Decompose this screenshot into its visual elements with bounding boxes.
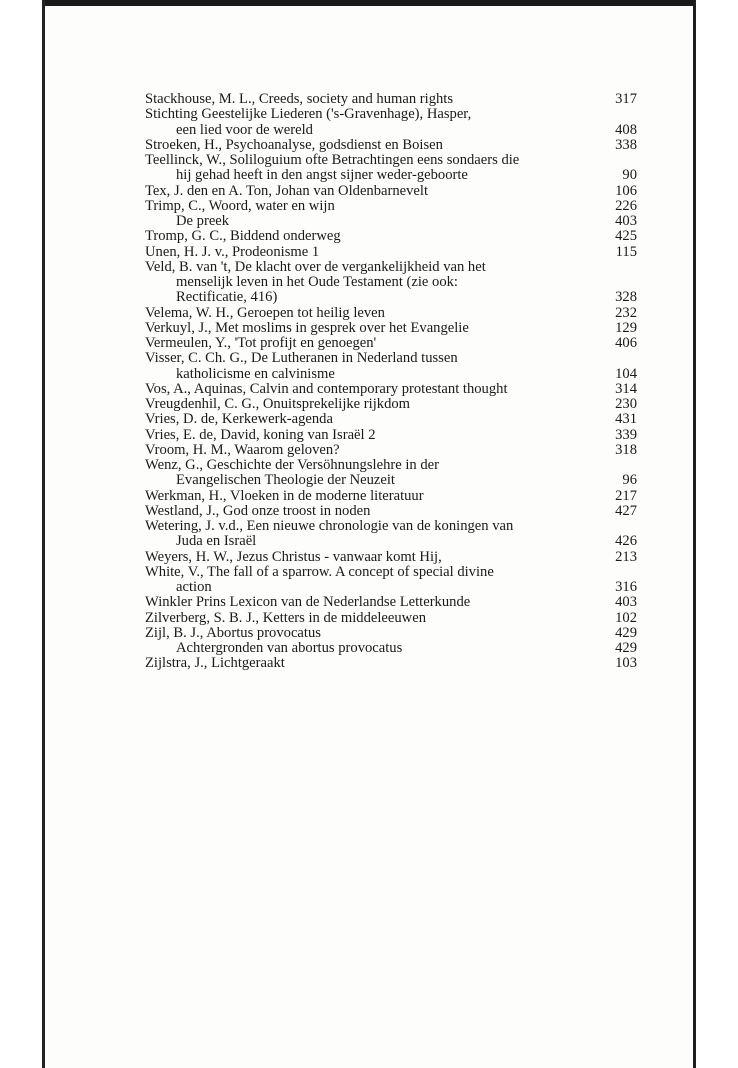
index-entry-line: [145, 458, 637, 473]
index-entry-line: [145, 519, 637, 534]
index-entry-text: Teellinck, W., Soliloguium ofte Betrachtingen eens sondaers die: [145, 152, 520, 168]
index-entry-line: [145, 123, 637, 138]
index-entry-page-number: 429: [615, 624, 637, 641]
index-entry: [145, 412, 637, 427]
index-entry-line: [145, 153, 637, 168]
index-entry: [145, 214, 637, 229]
index-entry-page-number: 339: [615, 426, 637, 443]
index-entry-line: [145, 550, 637, 565]
index-entry-text: Velema, W. H., Geroepen tot heilig leven: [145, 304, 385, 321]
index-entry-line: [145, 367, 637, 382]
index-entry-text: Veld, B. van 't, De klacht over de vergankelijkheid van het: [145, 258, 486, 275]
index-entry: [145, 306, 637, 321]
index-entry-text: Wenz, G., Geschichte der Versöhnungslehre in der: [145, 457, 439, 473]
index-entry-text: menselijk leven in het Oude Testament (zie ook:: [176, 274, 458, 290]
index-entry-line: [145, 504, 637, 519]
index-entry-page-number: 96: [622, 472, 637, 489]
index-entry-page-number: 217: [615, 487, 637, 504]
index-entry-line: [145, 336, 637, 351]
index-entry-text: katholicisme en calvinisme: [176, 365, 335, 382]
index-entry-page-number: 406: [615, 335, 637, 351]
index-entry-text: Werkman, H., Vloeken in de moderne literatuur: [145, 487, 424, 504]
index-entry-page-number: 106: [615, 182, 637, 199]
index-entry-line: [145, 168, 637, 183]
index-entry-page-number: 429: [615, 640, 637, 656]
index-entry-text: Zijlstra, J., Lichtgeraakt: [145, 655, 285, 672]
index-entry-page-number: 102: [615, 609, 637, 626]
index-entry-page-number: 408: [615, 121, 637, 138]
index-entry: [145, 504, 637, 519]
index-entry-line: [145, 611, 637, 626]
index-entry-text: een lied voor de wereld: [176, 121, 313, 138]
index-entry: [145, 184, 637, 199]
index-entry-text: Winkler Prins Lexicon van de Nederlandse Letterkunde: [145, 594, 471, 611]
index-entry: [145, 153, 637, 184]
index-entry-text: Westland, J., God onze troost in noden: [145, 502, 371, 519]
index-entry: [145, 92, 637, 107]
index-entry-page-number: 317: [615, 91, 637, 107]
index-entry-page-number: 426: [615, 533, 637, 550]
index-entry-line: [145, 306, 637, 321]
scan-edge-right: [693, 0, 696, 1068]
index-entry: [145, 428, 637, 443]
index-entry-text: Achtergronden van abortus provocatus: [176, 640, 403, 656]
index-entry-text: Vries, D. de, Kerkewerk-agenda: [145, 411, 333, 428]
index-entry: [145, 229, 637, 244]
index-entry-text: hij gehad heeft in den angst sijner weder-geboorte: [176, 167, 468, 184]
index-entry: [145, 656, 637, 671]
index-entry-page-number: 425: [615, 228, 637, 245]
index-entry-page-number: 431: [615, 411, 637, 428]
index-entry-text: Vroom, H. M., Waarom geloven?: [145, 441, 340, 458]
index-entry-line: [145, 489, 637, 504]
index-entry-page-number: 213: [615, 548, 637, 565]
index-entry: [145, 458, 637, 489]
index-entry-line: [145, 351, 637, 366]
index-entry-text: Stackhouse, M. L., Creeds, society and human rights: [145, 91, 454, 107]
index-entry-line: [145, 92, 637, 107]
index-entry-text: Weyers, H. W., Jezus Christus - vanwaar komt Hij,: [145, 548, 442, 565]
index-entry-text: Zilverberg, S. B. J., Ketters in de middeleeuwen: [145, 609, 427, 626]
index-entry-page-number: 316: [615, 579, 637, 595]
index-entry-text: Stroeken, H., Psychoanalyse, godsdienst en Boisen: [145, 136, 443, 153]
index-entry: [145, 336, 637, 351]
index-entry-line: [145, 443, 637, 458]
index-entry: [145, 626, 637, 641]
index-entry-page-number: 230: [615, 396, 637, 412]
index-entry-text: Vreugdenhil, C. G., Onuitsprekelijke rijkdom: [145, 396, 411, 412]
index-entry-page-number: 314: [615, 380, 637, 397]
index-entry-line: [145, 626, 637, 641]
index-entry-text: Rectificatie, 416): [176, 289, 278, 306]
index-entry-text: Zijl, B. J., Abortus provocatus: [145, 624, 321, 641]
index-entry-line: [145, 641, 637, 656]
index-entry-text: action: [176, 579, 212, 595]
index-entry-text: Unen, H. J. v., Prodeonisme 1: [145, 243, 320, 260]
index-entry-line: [145, 214, 637, 229]
scan-edge-left: [42, 0, 45, 1068]
index-entry: [145, 397, 637, 412]
index-entry-page-number: 318: [615, 441, 637, 458]
index-entry-text: Vermeulen, Y., 'Tot profijt en genoegen': [145, 335, 377, 351]
index-entry: [145, 245, 637, 260]
index-entry-text: Juda en Israël: [176, 533, 257, 550]
index-entry-page-number: 226: [615, 197, 637, 214]
index-entry-line: [145, 107, 637, 122]
index-entry-line: [145, 290, 637, 305]
index-entry: [145, 321, 637, 336]
index-entry-line: [145, 229, 637, 244]
index-entry-page-number: 427: [615, 502, 637, 519]
index-entry-text: Evangelischen Theologie der Neuzeit: [176, 472, 395, 489]
index-entry-page-number: 403: [615, 213, 637, 229]
index-entry-line: [145, 473, 637, 488]
index-entry-line: [145, 412, 637, 427]
index-entry-line: [145, 382, 637, 397]
index-entry-line: [145, 275, 637, 290]
index-entry: [145, 611, 637, 626]
index-entry: [145, 595, 637, 610]
index-entry: [145, 641, 637, 656]
index-entry-text: Tex, J. den en A. Ton, Johan van Oldenbarnevelt: [145, 182, 429, 199]
index-entry-line: [145, 199, 637, 214]
index-entry: [145, 565, 637, 596]
index-entry: [145, 107, 637, 138]
index-entry-page-number: 90: [622, 167, 637, 184]
index-entry-text: Wetering, J. v.d., Een nieuwe chronologie van de koningen van: [145, 518, 514, 534]
index-entry-line: [145, 138, 637, 153]
index-entry: [145, 351, 637, 382]
index-entry-text: Tromp, G. C., Biddend onderweg: [145, 228, 341, 245]
index-entry-line: [145, 534, 637, 549]
index-entry: [145, 199, 637, 214]
index-entry-page-number: 403: [615, 594, 637, 611]
index-entry-page-number: 328: [615, 289, 637, 306]
index-entry-page-number: 104: [615, 365, 637, 382]
index-entry: [145, 550, 637, 565]
index-entry-page-number: 115: [615, 243, 637, 260]
index-entry-line: [145, 321, 637, 336]
index-entry-text: Trimp, C., Woord, water en wijn: [145, 197, 335, 214]
index-entry-line: [145, 595, 637, 610]
index-entry-page-number: 338: [615, 136, 637, 153]
index-entry-line: [145, 184, 637, 199]
index-entry-line: [145, 397, 637, 412]
index-entry-page-number: 103: [615, 655, 637, 672]
index-entry-line: [145, 260, 637, 275]
index-entry-line: [145, 245, 637, 260]
book-index-list: [145, 92, 637, 672]
index-entry-text: Verkuyl, J., Met moslims in gesprek over het Evangelie: [145, 319, 469, 336]
index-entry-text: Visser, C. Ch. G., De Lutheranen in Nederland tussen: [145, 350, 458, 367]
index-entry: [145, 443, 637, 458]
index-entry-text: Vries, E. de, David, koning van Israël 2: [145, 426, 376, 443]
index-entry: [145, 382, 637, 397]
index-entry: [145, 489, 637, 504]
index-entry-page-number: 232: [615, 304, 637, 321]
index-entry-line: [145, 656, 637, 671]
index-entry-text: De preek: [176, 213, 230, 229]
index-entry-text: White, V., The fall of a sparrow. A concept of special divine: [145, 563, 494, 580]
index-entry-line: [145, 580, 637, 595]
index-entry-text: Vos, A., Aquinas, Calvin and contemporary protestant thought: [145, 380, 508, 397]
index-entry-line: [145, 565, 637, 580]
scan-edge-top: [44, 0, 696, 6]
index-entry: [145, 260, 637, 306]
index-entry-text: Stichting Geestelijke Liederen ('s-Gravenhage), Hasper,: [145, 106, 472, 123]
index-entry-line: [145, 428, 637, 443]
index-entry: [145, 519, 637, 550]
index-entry-page-number: 129: [615, 319, 637, 336]
index-entry: [145, 138, 637, 153]
